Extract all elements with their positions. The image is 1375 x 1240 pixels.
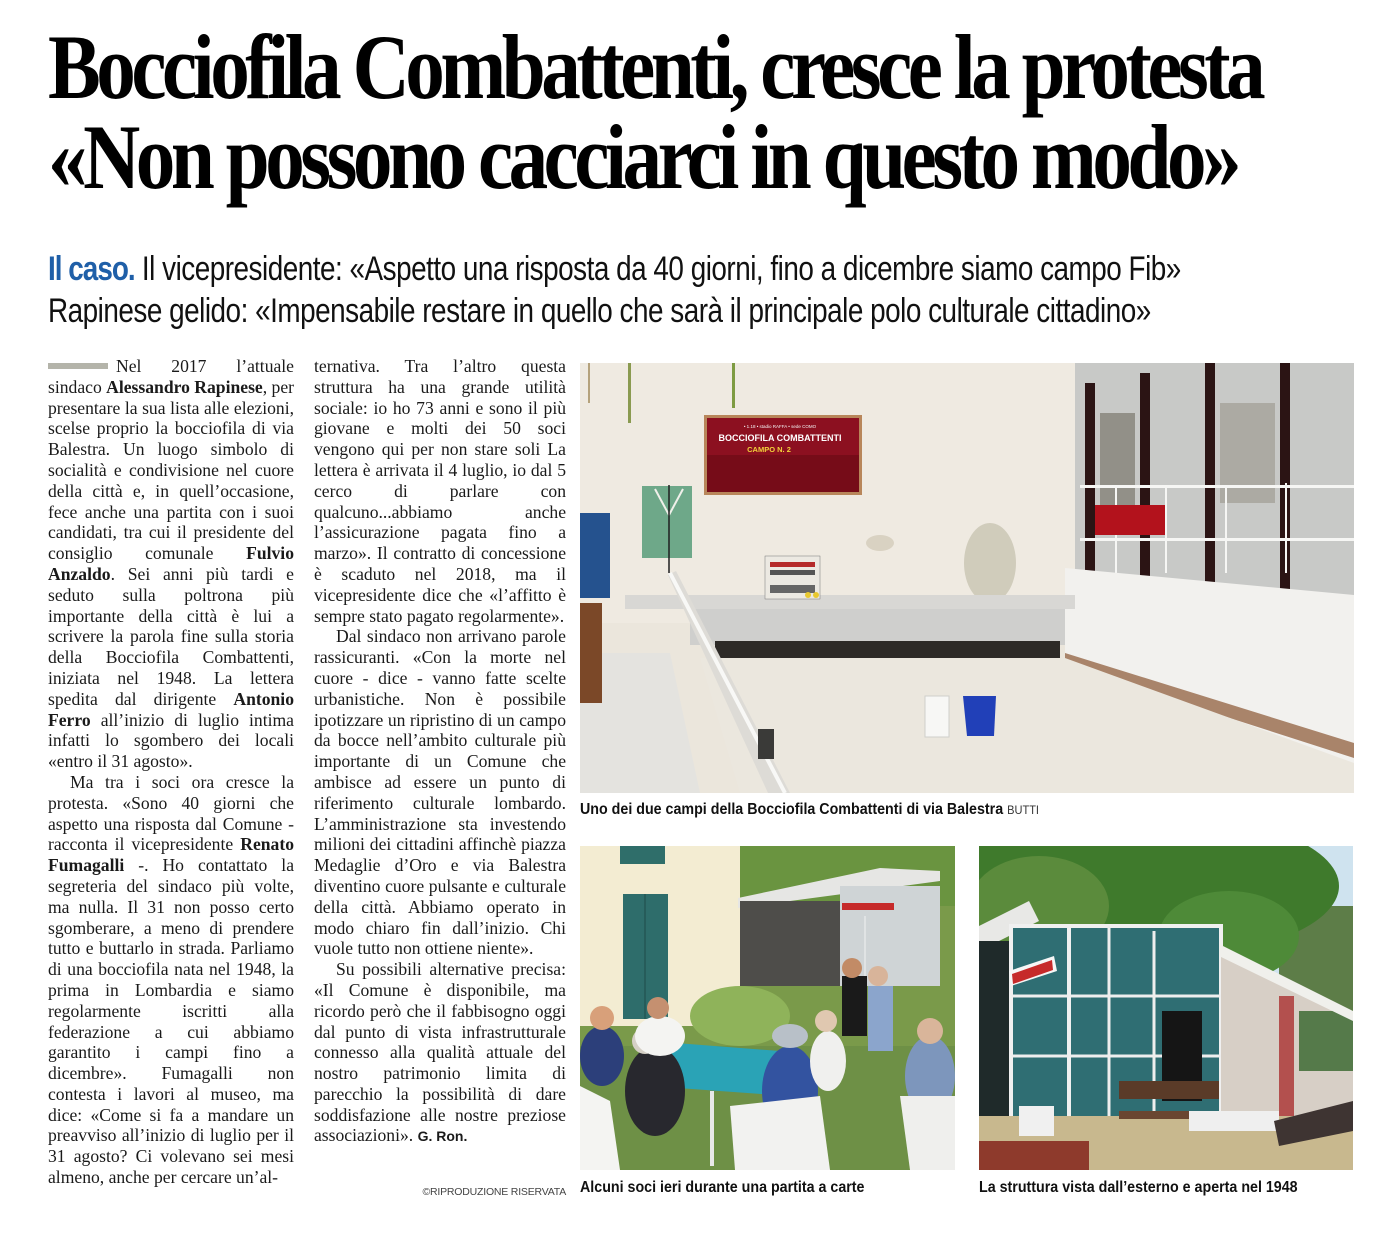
subhead-line-1 [48, 248, 1181, 290]
caption-right-photo: La struttura vista dall’esterno e aperta nel 1948 [979, 1179, 1298, 1196]
article-subhead [48, 248, 1181, 332]
building-exterior-illustration [979, 846, 1353, 1170]
lead-bar-decoration [48, 363, 108, 369]
sign-subtitle: CAMPO N. 2 [747, 445, 791, 454]
subhead-kicker: Il caso. [48, 250, 135, 288]
paragraph-2-continued: ternativa. Tra l’altro questa struttura ha una grande utilità sociale: io ho 73 anni e sono il più giovane e molti dei 50 soci vengono qui per non stare soli La lettera è arrivata il 4 luglio, io dal 5 cerco di parlare con qualcuno...abbiamo anche l’assicurazione pagata fino a marzo». Il contratto di concessione è scaduto nel 2018, ma il vicepresidente dice che «l’affitto è sempre stato pagato regolarmente». [314, 356, 566, 626]
author-signature: G. Ron. [417, 1128, 468, 1145]
headline-line-2: «Non possono cacciarci in questo modo» [48, 106, 1238, 208]
svg-text:• 1.18 • stadio RAFFA • sede C: • 1.18 • stadio RAFFA • sede COMO [743, 424, 817, 429]
person-name: Antonio Ferro [48, 688, 294, 730]
paragraph-2: Ma tra i soci ora cresce la protesta. «Sono 40 giorni che aspetto una risposta dal Comune - racconta il vicepresidente Renato Fumagalli -. Ho contattato la segreteria del sindaco più volte, ma nulla. Il 31 non posso certo sgomberare, a meno di prendere tutto e buttarlo in strada. Parliamo di una bocciofila nata nel 1948, la prima in Lombardia e siamo regolarmente iscritti alla federazione a cui abbiamo garantito i campi fino a dicembre». Fumagalli non contesta i lavori al museo, ma dice: «Come si fa a mandare un preavviso all’inizio di luglio per il 31 agosto? Ci volevano sei mesi almeno, anche per cercare un’al- [48, 771, 294, 1188]
card-players-illustration [580, 846, 955, 1170]
paragraph-1: Nel 2017 l’attuale sindaco Alessandro Rapinese, per presentare la sua lista alle elezioni, scelse proprio la bocciofila di via Balestra. Un luogo simbolo di socialità e condivisione nel cuore della città e, in quell’occasione, fece anche una partita con i suoi candidati, tra cui il presidente del consiglio comunale Fulvio Anzaldo. Sei anni più tardi e seduto sulla poltrona più importante della città è lui a scrivere la parola fine sulla storia della Bocciofila Combattenti, iniziata nel 1948. La lettera spedita dal dirigente Antonio Ferro all’inizio di luglio intima infatti lo sgombero dei locali «entro il 31 agosto». [48, 356, 294, 772]
person-name: Alessandro Rapinese [106, 376, 263, 397]
paragraph-4: Su possibili alternative precisa: «Il Comune è disponibile, ma ricordo però che il fabbisogno oggi dal punto di vista infrastrutturale connesso alla qualità attuale del nostro patrimonio limita di parecchio la possibilità di dare soddisfazione alle nostre preziose associazioni». G. Ron. [314, 959, 566, 1146]
article-headline [48, 16, 1262, 208]
subhead-line-2: Rapinese gelido: «Impensabile restare in quello che sarà il principale polo culturale cittadino» [48, 292, 1151, 330]
sign-title: BOCCIOFILA COMBATTENTI [718, 433, 842, 443]
photo-card-players [580, 846, 955, 1170]
subhead-text-1: Il vicepresidente: «Aspetto una risposta da 40 giorni, fino a dicembre siamo campo Fib» [134, 250, 1181, 288]
body-column-1 [48, 356, 294, 1188]
body-column-2 [314, 356, 566, 1147]
copyright-notice: ©RIPRODUZIONE RISERVATA [422, 1186, 566, 1198]
photo-credit: BUTTI [1007, 803, 1040, 817]
caption-main-photo: Uno dei due campi della Bocciofila Combattenti di via Balestra BUTTI [580, 801, 1040, 818]
bocce-court-illustration [580, 363, 1354, 793]
headline-line-1: Bocciofila Combattenti, cresce la protesta [48, 16, 1262, 118]
person-name: Renato Fumagalli [48, 834, 294, 876]
photo-building-exterior [979, 846, 1353, 1170]
paragraph-3: Dal sindaco non arrivano parole rassicuranti. «Con la morte nel cuore - dice - vanno fatte scelte urbanistiche. Non è possibile ipotizzare un ripristino di un campo da bocce nell’ambito culturale più importante di un Comune che ambisce ad essere un punto di riferimento culturale lombardo. L’amministrazione sta investendo milioni dei cittadini affinchè piazza Medaglie d’Oro e via Balestra diventino cuore pulsante e culturale della città. Abbiamo operato in modo chiaro fin dall’inizio. Chi vuole tutto non ottiene niente». [314, 626, 566, 959]
photo-bocce-court [580, 363, 1354, 793]
person-name: Fulvio Anzaldo [48, 543, 294, 584]
caption-left-photo: Alcuni soci ieri durante una partita a carte [580, 1179, 865, 1196]
